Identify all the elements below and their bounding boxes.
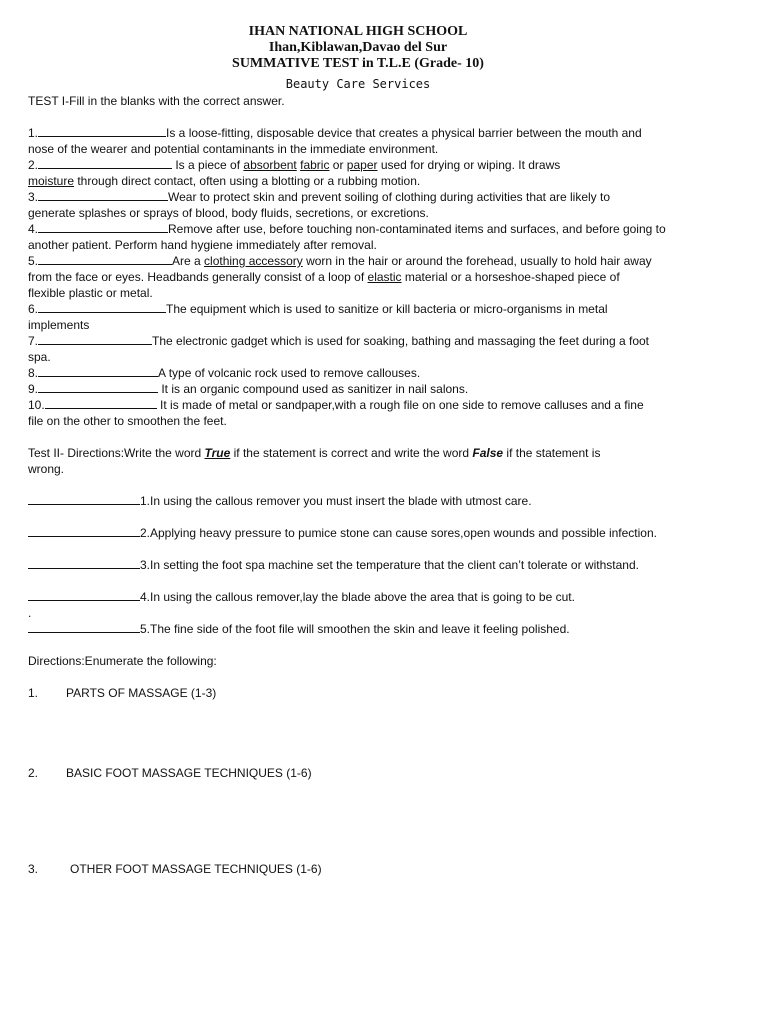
answer-blank[interactable] [38,333,152,345]
answer-blank[interactable] [38,253,172,265]
item-text: It is made of metal or sandpaper,with a rough file on one side to remove calluses and a fine [156,398,644,412]
keyword-false: False [472,446,504,460]
school-name: IHAN NATIONAL HIGH SCHOOL [248,24,468,39]
enumeration-item [28,765,743,781]
keyword-true: True [204,446,231,460]
enumeration-item [28,861,743,877]
answer-blank[interactable] [28,525,140,537]
test1-item [28,221,743,253]
item-text: material or a horseshoe-shaped piece of [401,270,620,284]
item-text: file on the other to smoothen the feet. [28,414,227,428]
item-text: OTHER FOOT MASSAGE TECHNIQUES (1-6) [70,862,322,876]
item-text: Is a piece of [172,158,244,172]
test1-item [28,381,743,397]
document-header [0,24,716,72]
answer-blank[interactable] [28,557,140,569]
item-number: 4. [28,222,39,236]
item-text: 1.In using the callous remover you must insert the blade with utmost care. [140,494,532,508]
answer-blank[interactable] [28,589,140,601]
item-number: 10. [28,398,45,412]
underlined-term: paper [346,158,378,172]
item-text: A type of volcanic rock used to remove callouses. [158,366,421,380]
item-text: worn in the hair or around the forehead, usually to hold hair away [302,254,652,268]
item-number: 1. [28,686,39,700]
test1-item [28,189,743,221]
test2-item [28,525,743,541]
answer-blank[interactable] [38,301,166,313]
underlined-term: clothing accessory [204,254,303,268]
test1-item [28,397,743,429]
item-text: implements [28,318,90,332]
test1-item [28,365,743,381]
item-text: 4.In using the callous remover,lay the blade above the area that is going to be cut. [140,590,575,604]
answer-blank[interactable] [28,621,140,633]
item-number: 9. [28,382,39,396]
answer-blank[interactable] [38,365,158,377]
item-text: It is an organic compound used as sanitizer in nail salons. [158,382,469,396]
enumeration-item [28,685,743,701]
stray-mark: . [28,606,32,620]
test1-item [28,253,743,301]
test1-item [28,333,743,365]
item-number: 3. [28,862,39,876]
test2-item [28,493,743,509]
directions-text: Test II- Directions:Write the word [28,446,205,460]
answer-blank[interactable] [28,493,140,505]
answer-blank[interactable] [38,189,168,201]
school-address: Ihan,Kiblawan,Davao del Sur [268,40,448,55]
item-number: 7. [28,334,39,348]
item-number: 2. [28,766,39,780]
underlined-term: elastic [367,270,402,284]
item-text: nose of the wearer and potential contaminants in the immediate environment. [28,142,439,156]
item-text: 2.Applying heavy pressure to pumice stone can cause sores,open wounds and possible infection. [140,526,657,540]
item-text: another patient. Perform hand hygiene immediately after removal. [28,238,377,252]
test1-item [28,125,743,157]
answer-blank[interactable] [38,125,166,137]
item-text: Wear to protect skin and prevent soiling of clothing during activities that are likely to [168,190,611,204]
item-text: Is a loose-fitting, disposable device that creates a physical barrier between the mouth and [166,126,642,140]
item-text: spa. [28,350,51,364]
answer-blank[interactable] [45,397,157,409]
item-text: through direct contact, often using a blotting or a rubbing motion. [74,174,421,188]
directions-text: if the statement is correct and write the word [230,446,473,460]
item-number: 5. [28,254,39,268]
item-text: or [329,158,347,172]
underlined-term: absorbent [243,158,297,172]
test1-title: TEST I-Fill in the blanks with the correct answer. [28,94,285,108]
answer-blank[interactable] [38,381,158,393]
item-text: Remove after use, before touching non-contaminated items and surfaces, and before going to [168,222,666,236]
test1-item [28,301,743,333]
directions-text: wrong. [28,462,65,476]
test2-item [28,621,743,637]
item-text: from the face or eyes. Headbands generally consist of a loop of [28,270,368,284]
item-text: used for drying or wiping. It draws [377,158,561,172]
item-text: 5.The fine side of the foot file will smoothen the skin and leave it feeling polished. [140,622,570,636]
item-text: The equipment which is used to sanitize or kill bacteria or micro-organisms in metal [166,302,608,316]
test1-item [28,157,743,189]
item-text: generate splashes or sprays of blood, body fluids, secretions, or excretions. [28,206,429,220]
test3-directions: Directions:Enumerate the following: [28,654,217,668]
test-body [28,93,743,877]
item-number: 2. [28,158,39,172]
test2-item [28,589,743,605]
subject-title: Beauty Care Services [285,77,431,91]
underlined-term: fabric [300,158,330,172]
item-number: 1. [28,126,39,140]
test2-directions [28,445,743,477]
item-text: PARTS OF MASSAGE (1-3) [66,686,217,700]
item-number: 3. [28,190,39,204]
answer-blank[interactable] [38,221,168,233]
item-text: Are a [172,254,205,268]
test-title: SUMMATIVE TEST in T.L.E (Grade- 10) [232,56,484,71]
item-number: 8. [28,366,39,380]
item-text: The electronic gadget which is used for soaking, bathing and massaging the feet during a foot [152,334,649,348]
item-number: 6. [28,302,39,316]
answer-blank[interactable] [38,157,172,169]
directions-text: if the statement is [503,446,601,460]
item-text: flexible plastic or metal. [28,286,153,300]
item-text: 3.In setting the foot spa machine set the temperature that the client can’t tolerate or withstand. [140,558,639,572]
item-text: BASIC FOOT MASSAGE TECHNIQUES (1-6) [66,766,312,780]
underlined-term: moisture [28,174,75,188]
test2-item [28,557,743,573]
